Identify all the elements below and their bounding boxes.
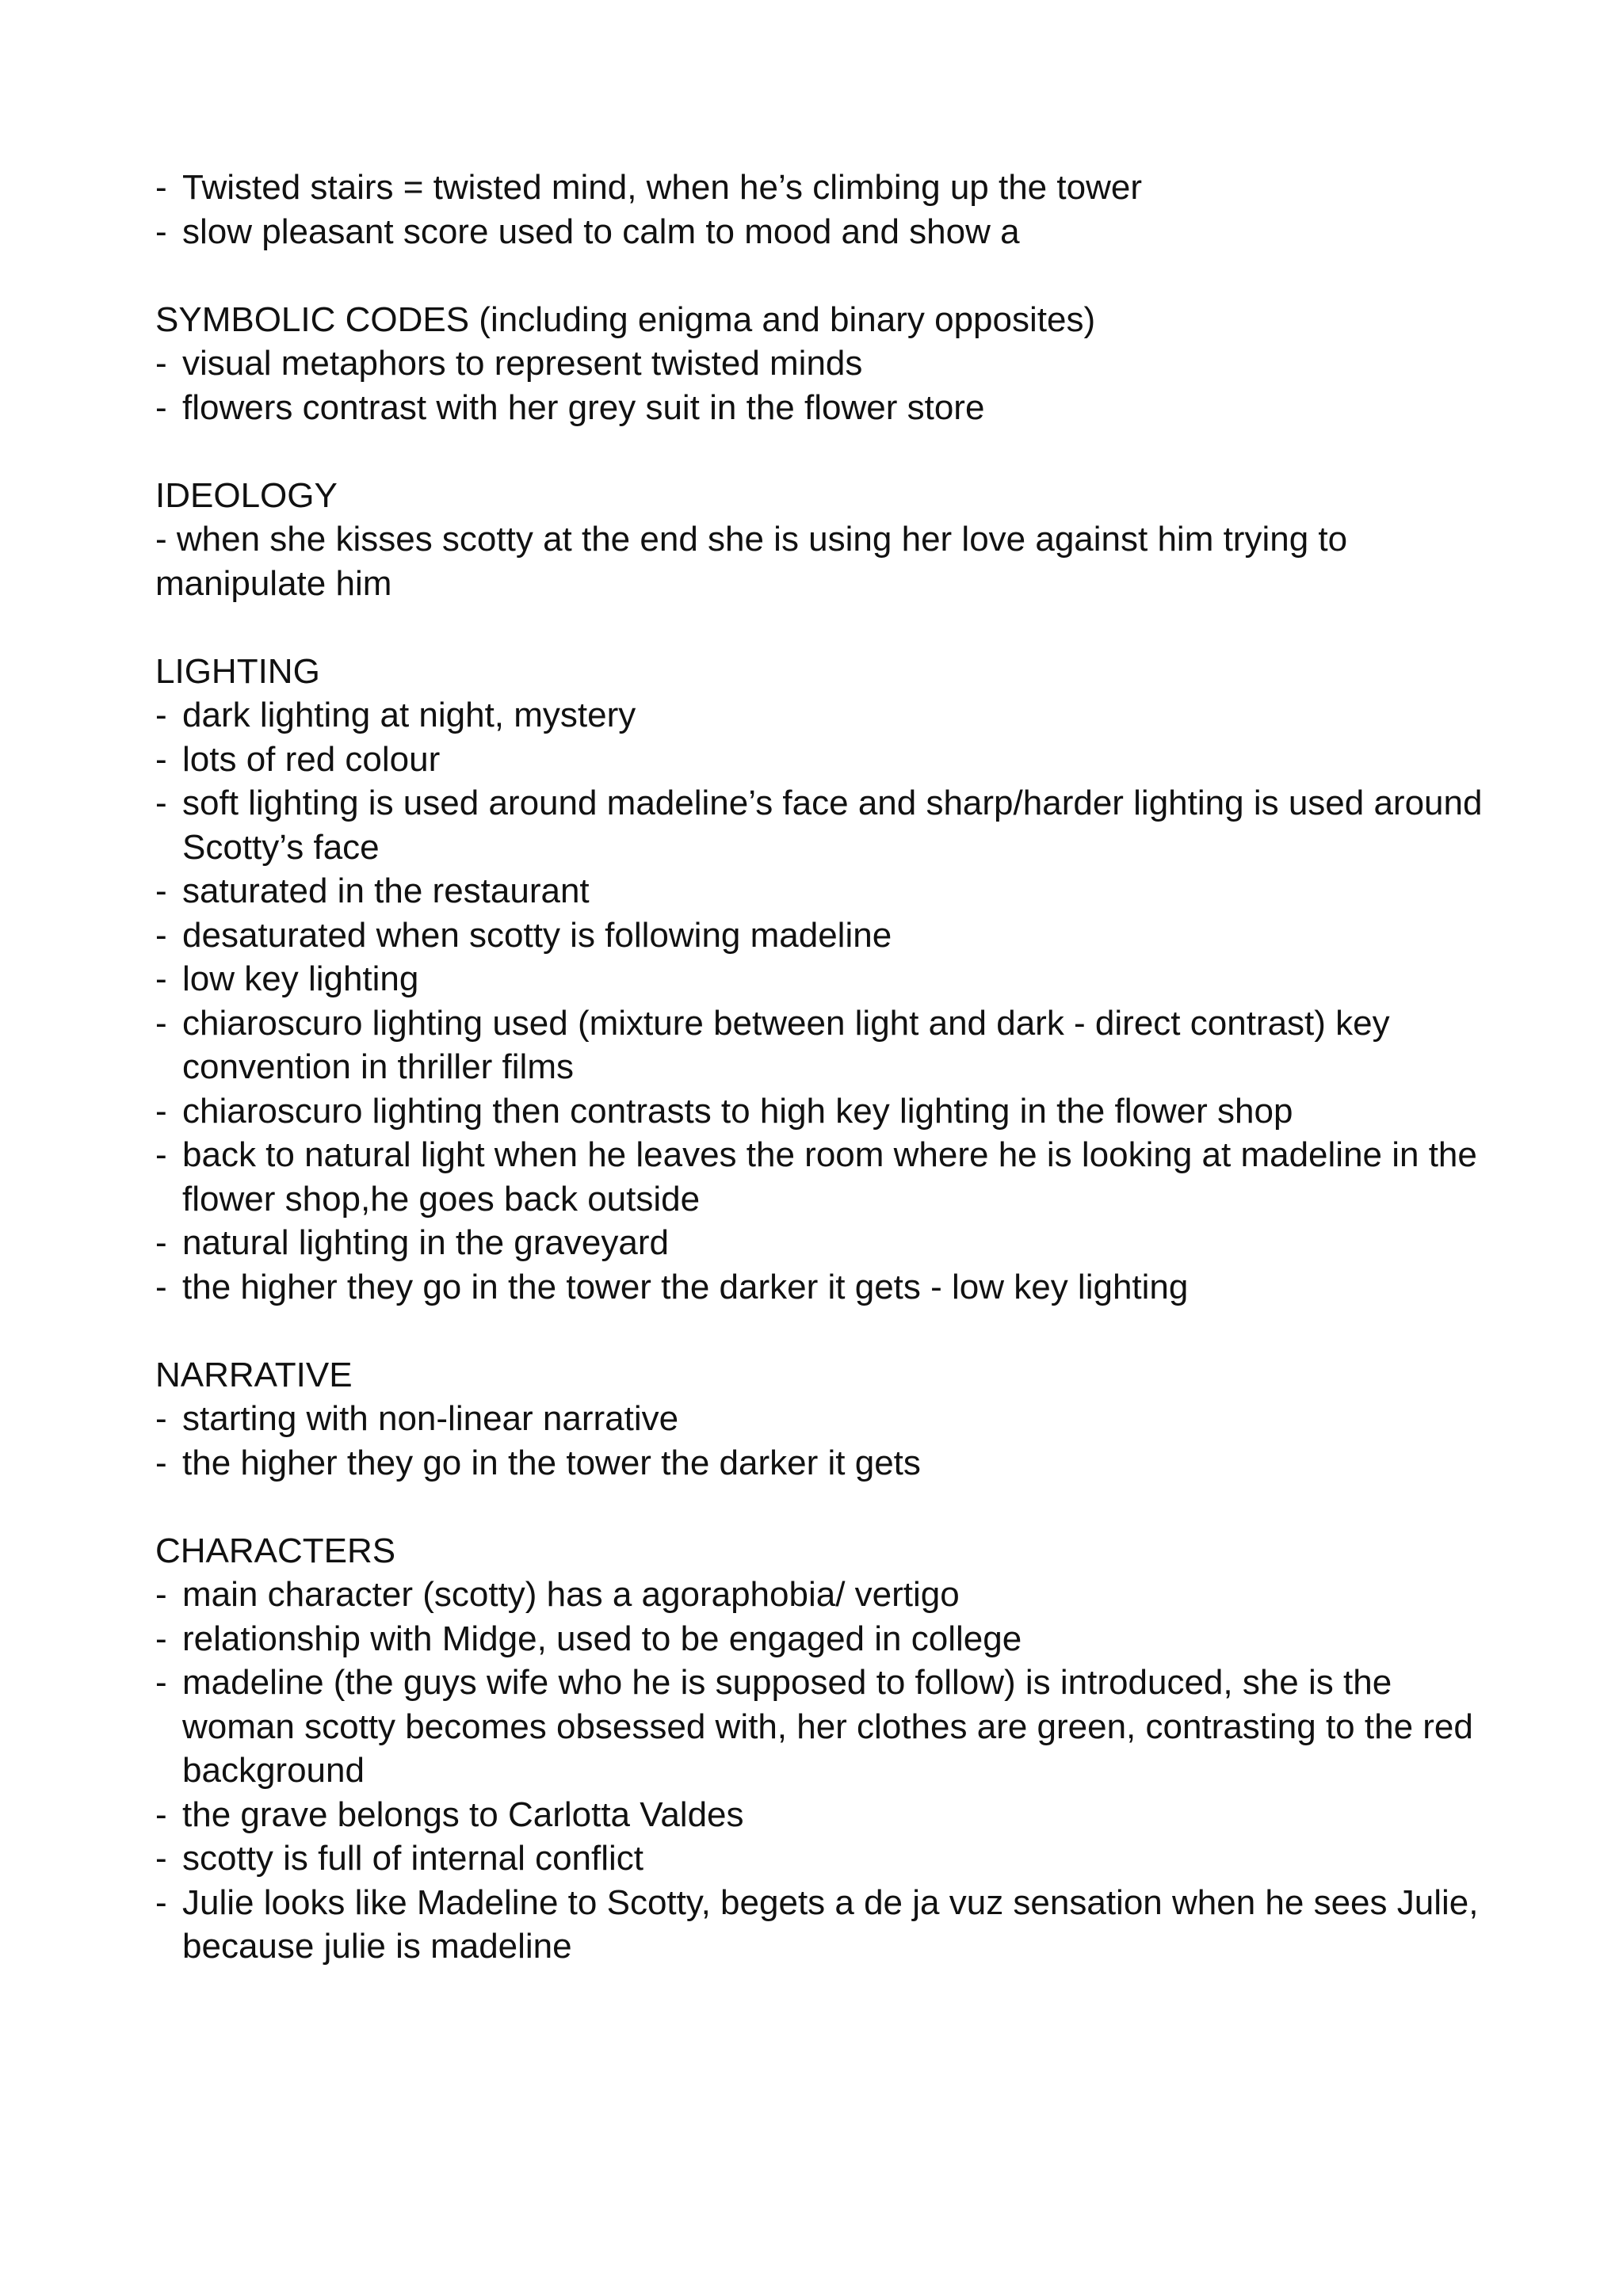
intro-list (155, 166, 1495, 254)
list-item: - chiaroscuro lighting used (mixture between light and dark - direct contrast) key convention in thriller films (155, 1003, 1390, 1086)
list-item: - low key lighting (155, 959, 419, 998)
section-heading: NARRATIVE (155, 1355, 353, 1394)
list-item: - Julie looks like Madeline to Scotty, begets a de ja vuz sensation when he sees Julie, because julie is madeline (155, 1882, 1479, 1966)
characters-list (155, 1573, 1495, 1969)
list-item: - back to natural light when he leaves the room where he is looking at madeline in the flower shop,he goes back outside (155, 1135, 1477, 1219)
list-item: - slow pleasant score used to calm to mood and show a (155, 212, 1020, 251)
lighting-list (155, 693, 1495, 1309)
list-item: - visual metaphors to represent twisted minds (155, 344, 863, 383)
list-item: - the grave belongs to Carlotta Valdes (155, 1794, 744, 1834)
list-item: - chiaroscuro lighting then contrasts to high key lighting in the flower shop (155, 1091, 1293, 1131)
list-item: - flowers contrast with her grey suit in the flower store (155, 387, 985, 427)
symbolic-codes-list (155, 341, 1495, 429)
list-item: - the higher they go in the tower the darker it gets - low key lighting (155, 1267, 1189, 1306)
section-heading: LIGHTING (155, 651, 320, 691)
list-item: - lots of red colour (155, 739, 441, 779)
narrative-list (155, 1397, 1495, 1485)
section-heading: SYMBOLIC CODES (including enigma and binary opposites) (155, 299, 1096, 339)
list-item: - main character (scotty) has a agoraphobia/ vertigo (155, 1575, 960, 1614)
symbolic-codes-section (155, 298, 1495, 430)
section-heading: CHARACTERS (155, 1531, 396, 1570)
list-item: - the higher they go in the tower the darker it gets (155, 1443, 921, 1482)
notes-content (155, 166, 1495, 1969)
list-item: - starting with non-linear narrative (155, 1399, 679, 1438)
section-heading: IDEOLOGY (155, 475, 338, 515)
lighting-section (155, 650, 1495, 1310)
list-item: - desaturated when scotty is following madeline (155, 915, 892, 955)
list-item: - madeline (the guys wife who he is supposed to follow) is introduced, she is the woman scotty becomes obsessed with, her clothes are green, contrasting to the red background (155, 1663, 1473, 1790)
list-item: - natural lighting in the graveyard (155, 1223, 669, 1262)
intro-section (155, 166, 1495, 254)
ideology-text: - when she kisses scotty at the end she is using her love against him trying to manipulate him (155, 520, 1348, 603)
list-item: - Twisted stairs = twisted mind, when he’s climbing up the tower (155, 168, 1142, 207)
list-item: - saturated in the restaurant (155, 871, 590, 910)
characters-section (155, 1529, 1495, 1969)
narrative-section (155, 1353, 1495, 1486)
list-item: - scotty is full of internal conflict (155, 1839, 644, 1878)
list-item: - relationship with Midge, used to be engaged in college (155, 1619, 1022, 1658)
list-item: - dark lighting at night, mystery (155, 696, 636, 734)
ideology-section (155, 474, 1495, 606)
list-item: - soft lighting is used around madeline’s face and sharp/harder lighting is used around Scotty’s face (155, 784, 1483, 867)
